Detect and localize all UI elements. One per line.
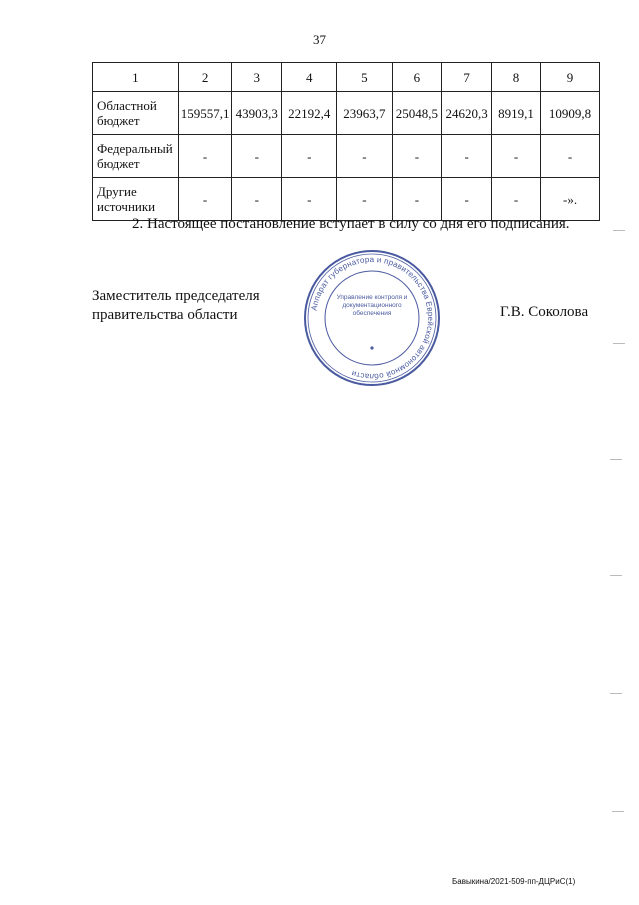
table-cell: - bbox=[541, 135, 600, 178]
table-cell: 24620,3 bbox=[442, 92, 492, 135]
signer-name: Г.В. Соколова bbox=[500, 304, 589, 320]
table-cell: 8919,1 bbox=[491, 92, 540, 135]
header-cell: 1 bbox=[93, 63, 179, 92]
scan-mark bbox=[613, 343, 625, 344]
page-number: 37 bbox=[313, 32, 326, 47]
table-cell: 22192,4 bbox=[282, 92, 337, 135]
row-label: Федеральный бюджет bbox=[93, 135, 179, 178]
seal-outer-text: Аппарат губернатора и правительства Еврейской автономной области bbox=[309, 254, 436, 382]
table-row bbox=[93, 178, 600, 221]
scan-mark bbox=[610, 575, 622, 576]
table-cell: 23963,7 bbox=[337, 92, 392, 135]
header-cell: 6 bbox=[392, 63, 442, 92]
signer-title-line: правительства области bbox=[92, 307, 238, 323]
table-cell: 25048,5 bbox=[392, 92, 442, 135]
table-cell: - bbox=[282, 178, 337, 221]
table-cell: - bbox=[232, 135, 282, 178]
table-cell: - bbox=[337, 135, 392, 178]
table-row bbox=[93, 135, 600, 178]
signer-title-line: Заместитель председателя bbox=[92, 288, 260, 304]
table-cell: - bbox=[392, 135, 442, 178]
table-cell: - bbox=[232, 178, 282, 221]
header-cell: 5 bbox=[337, 63, 392, 92]
table-cell: 10909,8 bbox=[541, 92, 600, 135]
table-row bbox=[93, 92, 600, 135]
header-cell: 7 bbox=[442, 63, 492, 92]
seal-inner-text: Управление контроля и документационного обеспечения bbox=[336, 294, 408, 317]
table-cell: - bbox=[442, 135, 492, 178]
table-cell: - bbox=[282, 135, 337, 178]
table-cell: - bbox=[337, 178, 392, 221]
signer-title bbox=[92, 287, 260, 325]
table-cell: - bbox=[392, 178, 442, 221]
scan-mark bbox=[613, 230, 625, 231]
table-cell: - bbox=[442, 178, 492, 221]
scan-mark bbox=[610, 693, 622, 694]
table-header-row bbox=[93, 63, 600, 92]
clause-text: 2. Настоящее постановление вступает в силу со дня его подписания. bbox=[132, 216, 570, 232]
header-cell: 2 bbox=[178, 63, 232, 92]
row-label: Другие источники bbox=[93, 178, 179, 221]
header-cell: 8 bbox=[491, 63, 540, 92]
scan-mark bbox=[612, 811, 624, 812]
budget-table bbox=[92, 62, 600, 221]
table-cell: -». bbox=[541, 178, 600, 221]
row-label: Областной бюджет bbox=[93, 92, 179, 135]
official-seal bbox=[302, 248, 442, 388]
table-cell: 159557,1 bbox=[178, 92, 232, 135]
table-cell: 43903,3 bbox=[232, 92, 282, 135]
header-cell: 3 bbox=[232, 63, 282, 92]
header-cell: 9 bbox=[541, 63, 600, 92]
header-cell: 4 bbox=[282, 63, 337, 92]
table-cell: - bbox=[178, 178, 232, 221]
table-cell: - bbox=[178, 135, 232, 178]
table-cell: - bbox=[491, 135, 540, 178]
footer-reference: Бавыкина/2021-509-пп-ДЦРиС(1) bbox=[452, 877, 576, 886]
scan-mark bbox=[610, 459, 622, 460]
table-cell: - bbox=[491, 178, 540, 221]
